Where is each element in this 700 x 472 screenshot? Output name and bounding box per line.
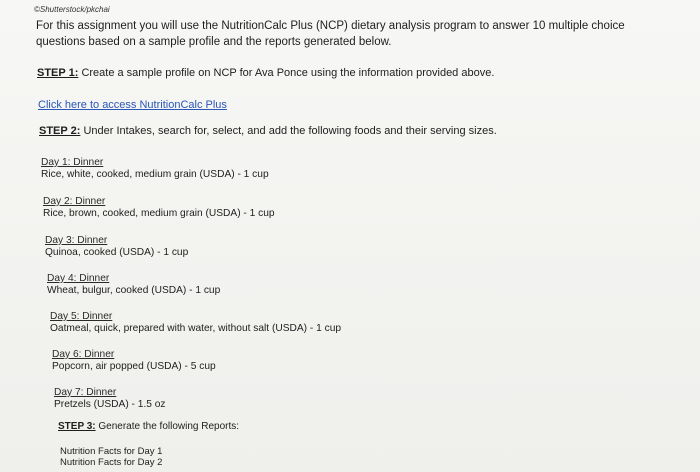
ncp-access-link[interactable]: Click here to access NutritionCalc Plus — [38, 99, 227, 111]
day-heading: Day 4: Dinner — [47, 273, 110, 284]
step-3 — [58, 421, 239, 432]
report-item: Nutrition Facts for Day 1 — [60, 446, 163, 457]
step-2-label: STEP 2: — [39, 125, 81, 137]
day-6-entry — [52, 349, 216, 373]
step-1-label: STEP 1: — [37, 67, 79, 79]
report-item: Nutrition Facts for Day 2 — [60, 457, 163, 468]
day-heading: Day 2: Dinner — [43, 196, 106, 207]
step-3-label: STEP 3: — [58, 421, 96, 432]
day-1-entry — [41, 157, 269, 181]
day-food: Oatmeal, quick, prepared with water, without salt (USDA) - 1 cup — [50, 323, 342, 334]
day-3-entry — [45, 235, 188, 259]
day-heading: Day 5: Dinner — [50, 311, 113, 322]
day-2-entry — [43, 196, 275, 220]
step-1-text: Create a sample profile on NCP for Ava Ponce using the information provided above. — [81, 67, 495, 79]
step-2-text: Under Intakes, search for, select, and add the following foods and their serving sizes. — [83, 125, 497, 137]
image-credit: ©Shutterstock/pkchai — [34, 5, 110, 14]
day-food: Wheat, bulgur, cooked (USDA) - 1 cup — [47, 285, 221, 296]
day-4-entry — [47, 273, 220, 297]
day-5-entry — [50, 311, 341, 335]
step-3-text: Generate the following Reports: — [98, 421, 240, 432]
day-food: Rice, brown, cooked, medium grain (USDA) - 1 cup — [43, 208, 275, 219]
day-food: Popcorn, air popped (USDA) - 5 cup — [52, 361, 216, 372]
day-heading: Day 3: Dinner — [45, 235, 108, 246]
intro-paragraph: For this assignment you will use the NutritionCalc Plus (NCP) dietary analysis program to answer 10 multiple choice questions based on a sample profile and the reports generated below. — [36, 20, 625, 48]
step-1 — [37, 67, 494, 79]
day-heading: Day 7: Dinner — [54, 387, 117, 398]
day-7-entry — [54, 387, 166, 411]
day-heading: Day 1: Dinner — [41, 157, 104, 168]
step-2 — [39, 125, 497, 137]
day-food: Pretzels (USDA) - 1.5 oz — [54, 399, 166, 410]
day-heading: Day 6: Dinner — [52, 349, 115, 360]
day-food: Rice, white, cooked, medium grain (USDA) - 1 cup — [41, 169, 269, 180]
day-food: Quinoa, cooked (USDA) - 1 cup — [45, 247, 189, 258]
